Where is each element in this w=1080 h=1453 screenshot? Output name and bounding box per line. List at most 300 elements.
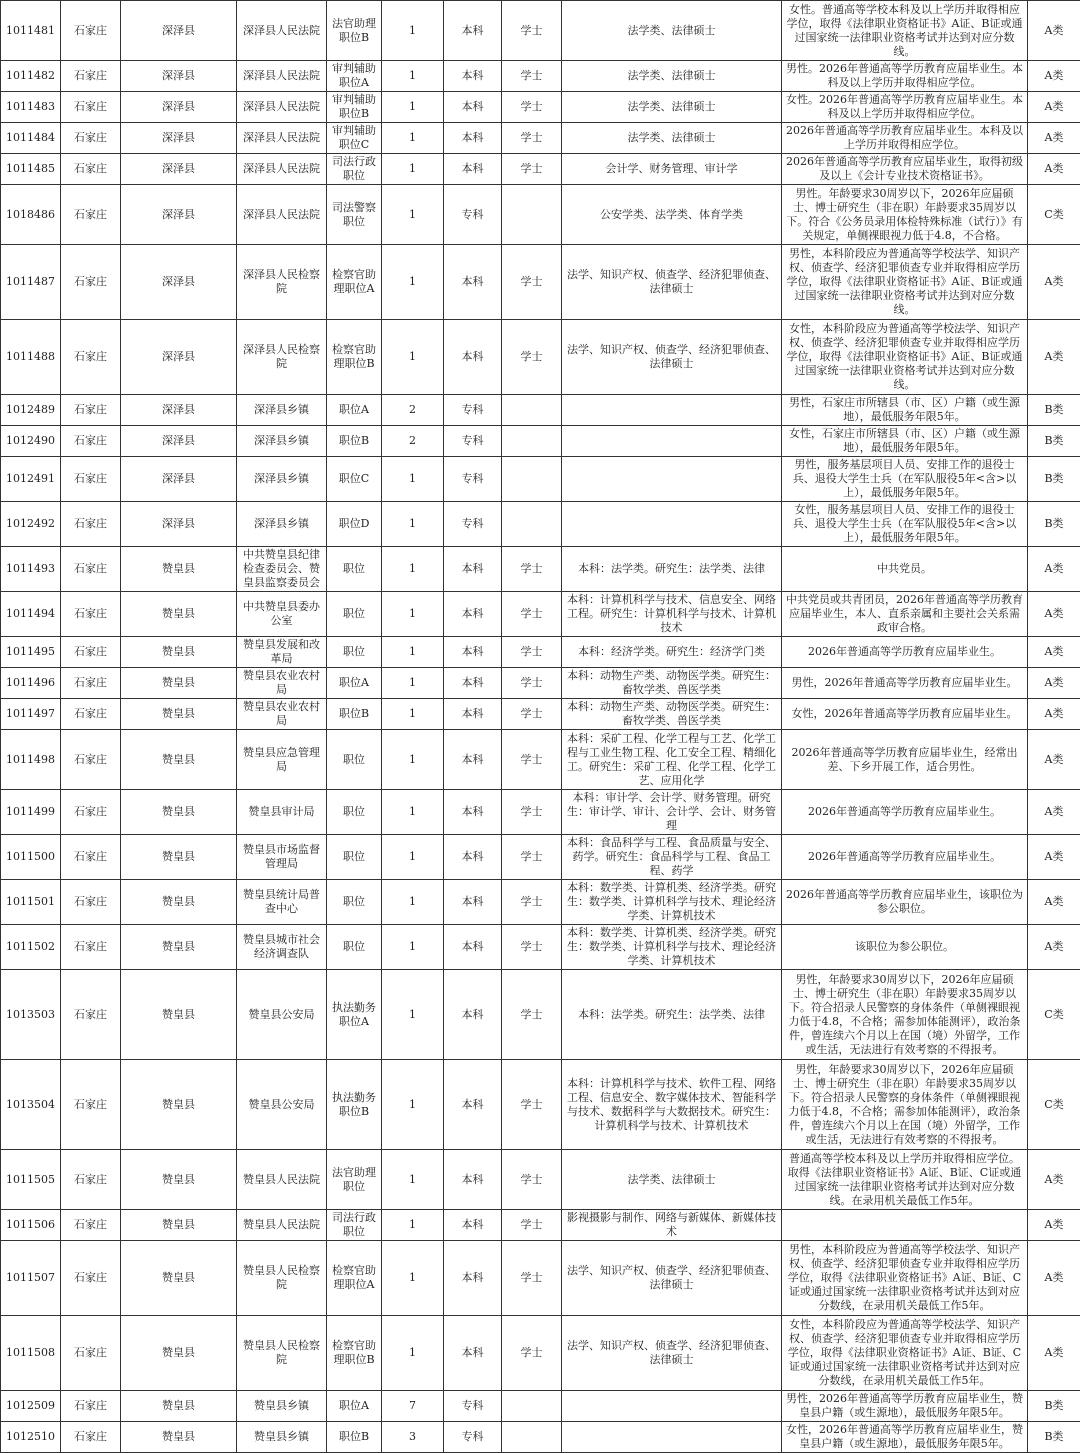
education-cell: 本科: [444, 320, 502, 395]
degree-cell: 学士: [502, 637, 562, 668]
major-cell: 法学、知识产权、侦查学、经济犯罪侦查、法律硕士: [562, 1241, 782, 1316]
headcount-cell: 1: [382, 1150, 444, 1210]
education-cell: 本科: [444, 61, 502, 92]
position-cell: 检察官助理职位A: [327, 1241, 382, 1316]
job-code-cell: 1012490: [1, 426, 61, 457]
county-cell: 赞皇县: [121, 592, 237, 637]
city-cell: 石家庄: [61, 1391, 121, 1422]
headcount-cell: 7: [382, 1391, 444, 1422]
employer-cell: 中共赞皇县委办公室: [237, 592, 327, 637]
table-row: [1, 123, 1080, 154]
position-cell: 职位D: [327, 502, 382, 547]
conditions-cell: 男性，本科阶段应为普通高等学校法学、知识产权、侦查学、经济犯罪侦查专业并取得相应学历学位，取得《法律职业资格证书》A证、B证或通过国家统一法律职业资格考试并达到对应分数线。: [782, 245, 1028, 320]
county-cell: 深泽县: [121, 61, 237, 92]
education-cell: 专科: [444, 426, 502, 457]
exam-category-cell: C类: [1028, 185, 1080, 245]
employer-cell: 赞皇县农业农村局: [237, 699, 327, 730]
education-cell: 专科: [444, 185, 502, 245]
county-cell: 赞皇县: [121, 970, 237, 1060]
exam-category-cell: A类: [1028, 592, 1080, 637]
exam-category-cell: A类: [1028, 1, 1080, 61]
city-cell: 石家庄: [61, 320, 121, 395]
education-cell: 本科: [444, 730, 502, 790]
position-cell: 职位A: [327, 668, 382, 699]
employer-cell: 赞皇县人民检察院: [237, 1316, 327, 1391]
education-cell: 专科: [444, 1422, 502, 1453]
degree-cell: 学士: [502, 925, 562, 970]
city-cell: 石家庄: [61, 637, 121, 668]
conditions-cell: 该职位为参公职位。: [782, 925, 1028, 970]
county-cell: 深泽县: [121, 123, 237, 154]
job-code-cell: 1011481: [1, 1, 61, 61]
headcount-cell: 2: [382, 395, 444, 426]
position-cell: 执法勤务职位B: [327, 1060, 382, 1150]
headcount-cell: 1: [382, 123, 444, 154]
conditions-cell: 男性。2026年普通高等学历教育应届毕业生。本科及以上学历并取得相应学位。: [782, 61, 1028, 92]
table-row: [1, 699, 1080, 730]
county-cell: 赞皇县: [121, 637, 237, 668]
city-cell: 石家庄: [61, 592, 121, 637]
city-cell: 石家庄: [61, 730, 121, 790]
county-cell: 赞皇县: [121, 1150, 237, 1210]
education-cell: 本科: [444, 790, 502, 835]
major-cell: 本科：计算机科学与技术、软件工程、网络工程、信息安全、数字媒体技术、智能科学与技术、数据科学与大数据技术。研究生：计算机科学与技术、计算机技术: [562, 1060, 782, 1150]
employer-cell: 赞皇县公安局: [237, 970, 327, 1060]
conditions-cell: 男性，石家庄市所辖县（市、区）户籍（或生源地），最低服务年限5年。: [782, 395, 1028, 426]
degree-cell: 学士: [502, 320, 562, 395]
table-row: [1, 880, 1080, 925]
degree-cell: [502, 185, 562, 245]
job-code-cell: 1011488: [1, 320, 61, 395]
major-cell: 本科：数学类、计算机类、经济学类。研究生：数学类、计算机科学与技术、理论经济学类、计算机技术: [562, 925, 782, 970]
headcount-cell: 1: [382, 1241, 444, 1316]
job-code-cell: 1011498: [1, 730, 61, 790]
degree-cell: 学士: [502, 699, 562, 730]
position-cell: 职位: [327, 880, 382, 925]
headcount-cell: 1: [382, 637, 444, 668]
position-cell: 审判辅助职位C: [327, 123, 382, 154]
degree-cell: 学士: [502, 547, 562, 592]
city-cell: 石家庄: [61, 880, 121, 925]
county-cell: 赞皇县: [121, 1391, 237, 1422]
major-cell: 本科：数学类、计算机类、经济学类。研究生：数学类、计算机科学与技术、理论经济学类、计算机技术: [562, 880, 782, 925]
conditions-cell: 2026年普通高等学历教育应届毕业生，经常出差、下乡开展工作，适合男性。: [782, 730, 1028, 790]
exam-category-cell: A类: [1028, 320, 1080, 395]
conditions-cell: 2026年普通高等学历教育应届毕业生，取得初级及以上《会计专业技术资格证书》。: [782, 154, 1028, 185]
conditions-cell: 女性，石家庄市所辖县（市、区）户籍（或生源地），最低服务年限5年。: [782, 426, 1028, 457]
degree-cell: 学士: [502, 835, 562, 880]
degree-cell: [502, 457, 562, 502]
city-cell: 石家庄: [61, 699, 121, 730]
job-code-cell: 1011494: [1, 592, 61, 637]
degree-cell: 学士: [502, 730, 562, 790]
table-row: [1, 426, 1080, 457]
city-cell: 石家庄: [61, 395, 121, 426]
major-cell: 本科：采矿工程、化学工程与工艺、化学工程与工业生物工程、化工安全工程、精细化工。研究生：采矿工程、化学工程、化学工艺、应用化学: [562, 730, 782, 790]
major-cell: [562, 395, 782, 426]
degree-cell: 学士: [502, 592, 562, 637]
conditions-cell: 男性，年龄要求30周岁以下，2026年应届硕士、博士研究生（非在职）年龄要求35周岁以下。符合招录人民警察的身体条件（单侧裸眼视力低于4.8，不合格；需参加体能测评），政治条件，曾连续六个月以上在国（境）外留学，工作或生活，无法进行有效考察的不得报考。: [782, 1060, 1028, 1150]
education-cell: 本科: [444, 92, 502, 123]
headcount-cell: 1: [382, 547, 444, 592]
county-cell: 赞皇县: [121, 880, 237, 925]
city-cell: 石家庄: [61, 123, 121, 154]
degree-cell: 学士: [502, 790, 562, 835]
city-cell: 石家庄: [61, 1150, 121, 1210]
major-cell: [562, 457, 782, 502]
city-cell: 石家庄: [61, 1241, 121, 1316]
county-cell: 赞皇县: [121, 730, 237, 790]
conditions-cell: 女性，本科阶段应为普通高等学校法学、知识产权、侦查学、经济犯罪侦查专业并取得相应学历学位，取得《法律职业资格证书》A证、B证、C证或通过国家统一法律职业资格考试并达到对应分数线，在录用机关最低工作5年。: [782, 1316, 1028, 1391]
degree-cell: [502, 1422, 562, 1453]
major-cell: 法学、知识产权、侦查学、经济犯罪侦查、法律硕士: [562, 320, 782, 395]
position-cell: 职位B: [327, 426, 382, 457]
employer-cell: 赞皇县城市社会经济调查队: [237, 925, 327, 970]
county-cell: 赞皇县: [121, 1422, 237, 1453]
employer-cell: 深泽县人民法院: [237, 92, 327, 123]
exam-category-cell: B类: [1028, 1422, 1080, 1453]
city-cell: 石家庄: [61, 1422, 121, 1453]
table-row: [1, 395, 1080, 426]
conditions-cell: 中共党员或共青团员，2026年普通高等学历教育应届毕业生，本人、直系亲属和主要社会关系需政审合格。: [782, 592, 1028, 637]
job-code-cell: 1011484: [1, 123, 61, 154]
headcount-cell: 1: [382, 730, 444, 790]
education-cell: 本科: [444, 1150, 502, 1210]
county-cell: 深泽县: [121, 395, 237, 426]
employer-cell: 赞皇县乡镇: [237, 1422, 327, 1453]
headcount-cell: 1: [382, 154, 444, 185]
degree-cell: 学士: [502, 1316, 562, 1391]
position-cell: 职位: [327, 592, 382, 637]
employer-cell: 赞皇县乡镇: [237, 1391, 327, 1422]
county-cell: 赞皇县: [121, 835, 237, 880]
table-row: [1, 61, 1080, 92]
job-code-cell: 1011507: [1, 1241, 61, 1316]
conditions-cell: 男性，2026年普通高等学历教育应届毕业生。: [782, 668, 1028, 699]
employer-cell: 深泽县乡镇: [237, 502, 327, 547]
conditions-cell: 普通高等学校本科及以上学历并取得相应学位。取得《法律职业资格证书》A证、B证、C证或通过国家统一法律职业资格考试并达到对应分数线。在录用机关最低工作5年。: [782, 1150, 1028, 1210]
major-cell: 法学、知识产权、侦查学、经济犯罪侦查、法律硕士: [562, 245, 782, 320]
employer-cell: 赞皇县人民法院: [237, 1150, 327, 1210]
job-code-cell: 1011483: [1, 92, 61, 123]
table-row: [1, 154, 1080, 185]
exam-category-cell: B类: [1028, 395, 1080, 426]
city-cell: 石家庄: [61, 457, 121, 502]
table-row: [1, 637, 1080, 668]
conditions-cell: 男性，服务基层项目人员、安排工作的退役士兵、退役大学生士兵（在军队服役5年<含>以上），最低服务年限5年。: [782, 457, 1028, 502]
table-row: [1, 790, 1080, 835]
job-code-cell: 1011499: [1, 790, 61, 835]
headcount-cell: 1: [382, 92, 444, 123]
exam-category-cell: A类: [1028, 925, 1080, 970]
education-cell: 专科: [444, 502, 502, 547]
major-cell: 公安学类、法学类、体育学类: [562, 185, 782, 245]
degree-cell: 学士: [502, 1060, 562, 1150]
table-row: [1, 1422, 1080, 1453]
degree-cell: 学士: [502, 880, 562, 925]
table-row: [1, 502, 1080, 547]
county-cell: 赞皇县: [121, 699, 237, 730]
employer-cell: 深泽县人民检察院: [237, 320, 327, 395]
headcount-cell: 1: [382, 185, 444, 245]
city-cell: 石家庄: [61, 154, 121, 185]
job-code-cell: 1011496: [1, 668, 61, 699]
table-row: [1, 1391, 1080, 1422]
exam-category-cell: B类: [1028, 1391, 1080, 1422]
major-cell: 法学类、法律硕士: [562, 1, 782, 61]
conditions-cell: 男性，2026年普通高等学历教育应届毕业生，赞皇县户籍（或生源地），最低服务年限5年。: [782, 1391, 1028, 1422]
headcount-cell: 1: [382, 245, 444, 320]
exam-category-cell: A类: [1028, 1316, 1080, 1391]
county-cell: 深泽县: [121, 154, 237, 185]
city-cell: 石家庄: [61, 547, 121, 592]
table-row: [1, 1316, 1080, 1391]
major-cell: [562, 426, 782, 457]
headcount-cell: 1: [382, 1316, 444, 1391]
major-cell: 本科：计算机科学与技术、信息安全、网络工程。研究生：计算机科学与技术、计算机技术: [562, 592, 782, 637]
degree-cell: 学士: [502, 1, 562, 61]
county-cell: 赞皇县: [121, 1060, 237, 1150]
job-code-cell: 1012509: [1, 1391, 61, 1422]
conditions-cell: 2026年普通高等学历教育应届毕业生，该职位为参公职位。: [782, 880, 1028, 925]
job-code-cell: 1012510: [1, 1422, 61, 1453]
county-cell: 赞皇县: [121, 1210, 237, 1241]
conditions-cell: 女性，服务基层项目人员、安排工作的退役士兵、退役大学生士兵（在军队服役5年<含>以上），最低服务年限5年。: [782, 502, 1028, 547]
position-cell: 职位C: [327, 457, 382, 502]
county-cell: 深泽县: [121, 185, 237, 245]
job-code-cell: 1011497: [1, 699, 61, 730]
county-cell: 深泽县: [121, 426, 237, 457]
employer-cell: 深泽县人民法院: [237, 123, 327, 154]
position-cell: 审判辅助职位A: [327, 61, 382, 92]
position-cell: 检察官助理职位B: [327, 320, 382, 395]
education-cell: 本科: [444, 1, 502, 61]
job-code-cell: 1018486: [1, 185, 61, 245]
headcount-cell: 1: [382, 1210, 444, 1241]
city-cell: 石家庄: [61, 1210, 121, 1241]
degree-cell: 学士: [502, 92, 562, 123]
city-cell: 石家庄: [61, 245, 121, 320]
county-cell: 深泽县: [121, 502, 237, 547]
conditions-cell: 中共党员。: [782, 547, 1028, 592]
major-cell: 本科：食品科学与工程、食品质量与安全、药学。研究生：食品科学与工程、食品工程、药学: [562, 835, 782, 880]
exam-category-cell: A类: [1028, 699, 1080, 730]
job-code-cell: 1011495: [1, 637, 61, 668]
city-cell: 石家庄: [61, 1, 121, 61]
county-cell: 赞皇县: [121, 925, 237, 970]
education-cell: 本科: [444, 1241, 502, 1316]
table-row: [1, 730, 1080, 790]
major-cell: 法学类、法律硕士: [562, 123, 782, 154]
employer-cell: 深泽县乡镇: [237, 426, 327, 457]
major-cell: 本科：动物生产类、动物医学类。研究生：畜牧学类、兽医学类: [562, 668, 782, 699]
position-cell: 审判辅助职位B: [327, 92, 382, 123]
city-cell: 石家庄: [61, 185, 121, 245]
table-row: [1, 92, 1080, 123]
position-cell: 职位B: [327, 1422, 382, 1453]
degree-cell: 学士: [502, 1210, 562, 1241]
table-row: [1, 457, 1080, 502]
position-cell: 检察官助理职位A: [327, 245, 382, 320]
table-row: [1, 1150, 1080, 1210]
headcount-cell: 1: [382, 320, 444, 395]
education-cell: 本科: [444, 699, 502, 730]
education-cell: 专科: [444, 457, 502, 502]
degree-cell: 学士: [502, 245, 562, 320]
major-cell: 影视摄影与制作、网络与新媒体、新媒体技术: [562, 1210, 782, 1241]
headcount-cell: 1: [382, 592, 444, 637]
headcount-cell: 1: [382, 835, 444, 880]
exam-category-cell: A类: [1028, 790, 1080, 835]
major-cell: 法学类、法律硕士: [562, 92, 782, 123]
major-cell: [562, 1391, 782, 1422]
conditions-cell: 男性。年龄要求30周岁以下，2026年应届硕士、博士研究生（非在职）年龄要求35周岁以下。符合《公务员录用体检特殊标准（试行）》有关规定，单侧裸眼视力低于4.8，不合格。: [782, 185, 1028, 245]
county-cell: 赞皇县: [121, 1241, 237, 1316]
exam-category-cell: A类: [1028, 880, 1080, 925]
conditions-cell: 女性，2026年普通高等学历教育应届毕业生。: [782, 699, 1028, 730]
degree-cell: 学士: [502, 123, 562, 154]
city-cell: 石家庄: [61, 790, 121, 835]
table-row: [1, 835, 1080, 880]
table-row: [1, 970, 1080, 1060]
degree-cell: [502, 426, 562, 457]
county-cell: 赞皇县: [121, 1316, 237, 1391]
city-cell: 石家庄: [61, 61, 121, 92]
headcount-cell: 1: [382, 457, 444, 502]
position-cell: 职位: [327, 637, 382, 668]
degree-cell: 学士: [502, 1241, 562, 1316]
table-row: [1, 668, 1080, 699]
position-cell: 职位: [327, 547, 382, 592]
headcount-cell: 1: [382, 970, 444, 1060]
table-row: [1, 1210, 1080, 1241]
headcount-cell: 2: [382, 426, 444, 457]
exam-category-cell: B类: [1028, 457, 1080, 502]
education-cell: 专科: [444, 395, 502, 426]
major-cell: 本科：法学类。研究生：法学类、法律: [562, 970, 782, 1060]
exam-category-cell: C类: [1028, 970, 1080, 1060]
education-cell: 本科: [444, 1060, 502, 1150]
degree-cell: 学士: [502, 61, 562, 92]
county-cell: 深泽县: [121, 245, 237, 320]
employer-cell: 赞皇县市场监督管理局: [237, 835, 327, 880]
position-cell: 职位: [327, 835, 382, 880]
employer-cell: 深泽县人民法院: [237, 185, 327, 245]
exam-category-cell: A类: [1028, 547, 1080, 592]
exam-category-cell: A类: [1028, 1241, 1080, 1316]
position-cell: 职位: [327, 730, 382, 790]
city-cell: 石家庄: [61, 426, 121, 457]
job-code-cell: 1011482: [1, 61, 61, 92]
education-cell: 本科: [444, 245, 502, 320]
education-cell: 专科: [444, 1391, 502, 1422]
exam-category-cell: A类: [1028, 730, 1080, 790]
conditions-cell: 女性，本科阶段应为普通高等学校法学、知识产权、侦查学、经济犯罪侦查专业并取得相应学历学位，取得《法律职业资格证书》A证、B证或通过国家统一法律职业资格考试并达到对应分数线。: [782, 320, 1028, 395]
position-cell: 职位A: [327, 395, 382, 426]
conditions-cell: 女性。普通高等学校本科及以上学历并取得相应学位，取得《法律职业资格证书》A证、B证或通过国家统一法律职业资格考试并达到对应分数线。: [782, 1, 1028, 61]
employer-cell: 赞皇县人民检察院: [237, 1241, 327, 1316]
conditions-cell: 女性。2026年普通高等学历教育应届毕业生。本科及以上学历并取得相应学位。: [782, 92, 1028, 123]
education-cell: 本科: [444, 637, 502, 668]
major-cell: 法学类、法律硕士: [562, 61, 782, 92]
job-code-cell: 1011506: [1, 1210, 61, 1241]
table-row: [1, 1241, 1080, 1316]
job-code-cell: 1012492: [1, 502, 61, 547]
job-code-cell: 1011487: [1, 245, 61, 320]
job-code-cell: 1011501: [1, 880, 61, 925]
headcount-cell: 1: [382, 1060, 444, 1150]
county-cell: 深泽县: [121, 320, 237, 395]
education-cell: 本科: [444, 154, 502, 185]
headcount-cell: 1: [382, 61, 444, 92]
job-code-cell: 1013504: [1, 1060, 61, 1150]
education-cell: 本科: [444, 668, 502, 699]
exam-category-cell: A类: [1028, 1150, 1080, 1210]
city-cell: 石家庄: [61, 925, 121, 970]
city-cell: 石家庄: [61, 668, 121, 699]
major-cell: 本科：动物生产类、动物医学类。研究生：畜牧学类、兽医学类: [562, 699, 782, 730]
education-cell: 本科: [444, 547, 502, 592]
job-code-cell: 1011500: [1, 835, 61, 880]
position-cell: 司法警察职位: [327, 185, 382, 245]
major-cell: 本科：审计学、会计学、财务管理。研究生：审计学、审计、会计学、会计、财务管理: [562, 790, 782, 835]
exam-category-cell: A类: [1028, 1210, 1080, 1241]
county-cell: 赞皇县: [121, 547, 237, 592]
degree-cell: 学士: [502, 1150, 562, 1210]
city-cell: 石家庄: [61, 502, 121, 547]
employer-cell: 深泽县人民法院: [237, 154, 327, 185]
city-cell: 石家庄: [61, 970, 121, 1060]
job-code-cell: 1013503: [1, 970, 61, 1060]
exam-category-cell: A类: [1028, 61, 1080, 92]
conditions-cell: 女性，2026年普通高等学历教育应届毕业生，赞皇县户籍（或生源地），最低服务年限5年。: [782, 1422, 1028, 1453]
education-cell: 本科: [444, 835, 502, 880]
degree-cell: [502, 395, 562, 426]
exam-category-cell: A类: [1028, 154, 1080, 185]
job-code-cell: 1012489: [1, 395, 61, 426]
employer-cell: 赞皇县人民法院: [237, 1210, 327, 1241]
position-cell: 执法勤务职位A: [327, 970, 382, 1060]
exam-category-cell: A类: [1028, 92, 1080, 123]
employer-cell: 深泽县乡镇: [237, 457, 327, 502]
major-cell: 法学类、法律硕士: [562, 1150, 782, 1210]
headcount-cell: 3: [382, 1422, 444, 1453]
county-cell: 深泽县: [121, 1, 237, 61]
employer-cell: 中共赞皇县纪律检查委员会、赞皇县监察委员会: [237, 547, 327, 592]
position-cell: 职位B: [327, 699, 382, 730]
headcount-cell: 1: [382, 880, 444, 925]
employer-cell: 深泽县人民法院: [237, 61, 327, 92]
education-cell: 本科: [444, 592, 502, 637]
city-cell: 石家庄: [61, 92, 121, 123]
job-code-cell: 1011485: [1, 154, 61, 185]
table-row: [1, 592, 1080, 637]
degree-cell: 学士: [502, 668, 562, 699]
position-cell: 检察官助理职位B: [327, 1316, 382, 1391]
headcount-cell: 1: [382, 668, 444, 699]
employer-cell: 深泽县人民检察院: [237, 245, 327, 320]
exam-category-cell: A类: [1028, 123, 1080, 154]
conditions-cell: 男性，年龄要求30周岁以下，2026年应届硕士、博士研究生（非在职）年龄要求35周岁以下。符合招录人民警察的身体条件（单侧裸眼视力低于4.8，不合格；需参加体能测评），政治条件，曾连续六个月以上在国（境）外留学，工作或生活，无法进行有效考察的不得报考。: [782, 970, 1028, 1060]
table-row: [1, 245, 1080, 320]
employer-cell: 赞皇县农业农村局: [237, 668, 327, 699]
conditions-cell: 2026年普通高等学历教育应届毕业生。: [782, 637, 1028, 668]
employer-cell: 深泽县人民法院: [237, 1, 327, 61]
major-cell: 会计学、财务管理、审计学: [562, 154, 782, 185]
position-cell: 职位A: [327, 1391, 382, 1422]
county-cell: 赞皇县: [121, 668, 237, 699]
major-cell: 法学、知识产权、侦查学、经济犯罪侦查、法律硕士: [562, 1316, 782, 1391]
